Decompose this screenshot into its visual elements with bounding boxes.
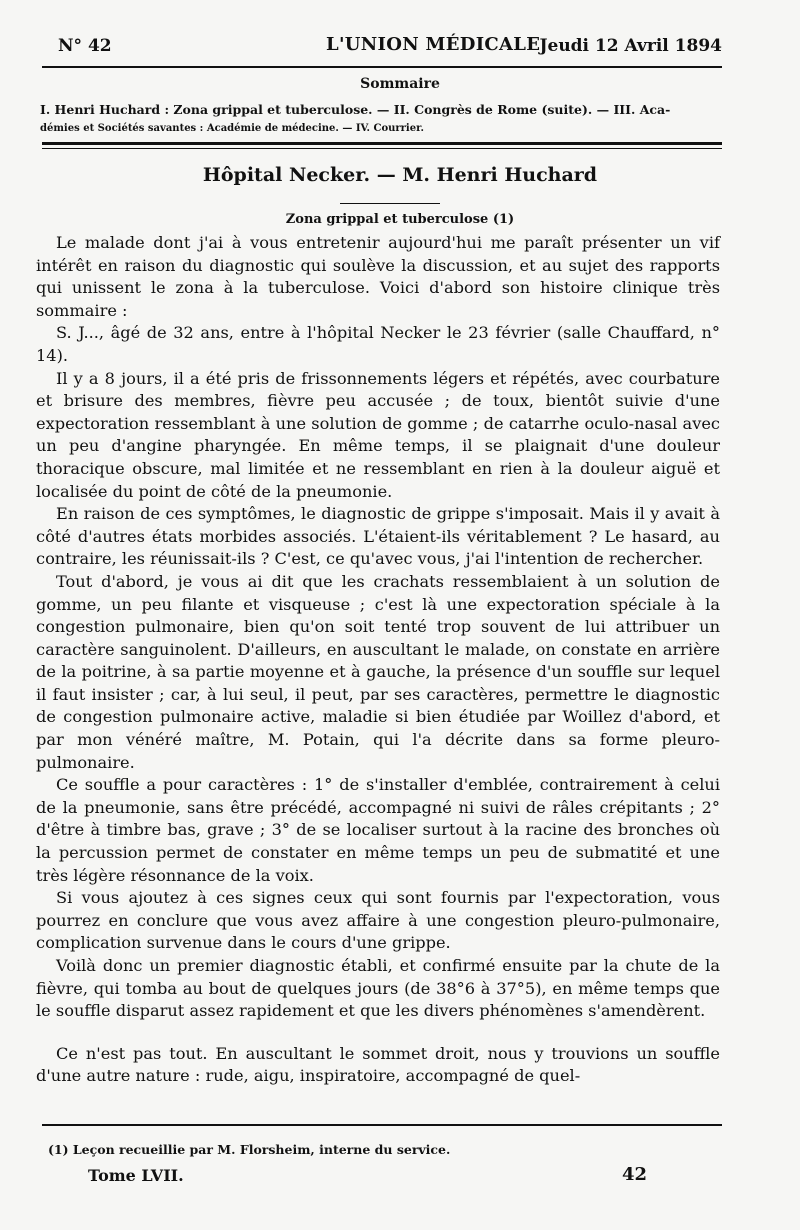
summary-line-2: démies et Sociétés savantes : Académie de médecine. — IV. Courrier. [40, 123, 424, 134]
heading-divider [340, 203, 440, 204]
article-heading: Hôpital Necker. — M. Henri Huchard [202, 164, 598, 186]
footnote-rule [42, 1124, 722, 1126]
summary-rule-top [42, 142, 722, 145]
paragraph: Ce souffle a pour caractères : 1° de s'installer d'emblée, contrairement à celui de la pneumonie, sans être précédé, accompagné ni suivi de râles crépitants ; 2° d'être à timbre bas, grave ; 3° de se localiser surtout à la racine des bronches où la percussion permet de constater en même temps un peu de submatité et une très légère résonnance de la voix. [36, 775, 720, 885]
tome-label: Tome LVII. [88, 1166, 184, 1185]
paragraph: Il y a 8 jours, il a été pris de frissonnements légers et répétés, avec courbature et brisure des membres, fièvre peu accusée ; de toux, bientôt suivie d'une expectoration ressemblant à une solution de gomme ; de catarrhe oculo-nasal avec un peu d'angine pharyngée. En même temps, il se plaignait d'une douleur thoracique obscure, mal limitée et ne ressemblant en rien à la douleur aiguë et localisée du point de côté de la pneumonie. [36, 368, 720, 501]
footnote: (1) Leçon recueillie par M. Florsheim, interne du service. [48, 1142, 451, 1157]
paragraph: Le malade dont j'ai à vous entretenir aujourd'hui me paraît présenter un vif intérêt en raison du diagnostic qui soulève la discussion, et au sujet des rapports qui unissent le zona à la tuberculose. Voici d'abord son histoire clinique très sommaire : [36, 233, 720, 320]
paragraph: Si vous ajoutez à ces signes ceux qui sont fournis par l'expectoration, vous pourrez en conclure que vous avez affaire à une congestion pleuro-pulmonaire, complication survenue dans le cours d'une grippe. [36, 888, 720, 953]
summary-line-1: I. Henri Huchard : Zona grippal et tuberculose. — II. Congrès de Rome (suite). — III. Aca- [40, 102, 671, 117]
article-body [36, 232, 720, 1088]
paragraph: Tout d'abord, je vous ai dit que les crachats ressemblaient à un solution de gomme, un peu filante et visqueuse ; c'est là une expectoration spéciale à la congestion pulmonaire, bien qu'on soit tenté trop souvent de lui attribuer un caractère sanguinolent. D'ailleurs, en auscultant le malade, on constate en arrière de la poitrine, à sa partie moyenne et à gauche, la présence d'un souffle sur lequel il faut insister ; car, à lui seul, il peut, par ses caractères, permettre le diagnostic de congestion pulmonaire active, maladie si bien étudiée par Woillez d'abord, et par mon vénéré maître, M. Potain, qui l'a décrite dans sa forme pleuro-pulmonaire. [36, 571, 720, 772]
issue-date: Jeudi 12 Avril 1894 [539, 36, 722, 56]
paragraph: Voilà donc un premier diagnostic établi, et confirmé ensuite par la chute de la fièvre, qui tomba au bout de quelques jours (de 38°6 à 37°5), en même temps que le souffle disparut assez rapidement et que les divers phénomènes s'amendèrent. [36, 956, 720, 1021]
summary-block [40, 100, 724, 138]
header-rule [42, 66, 722, 68]
article-subheading: Zona grippal et tuberculose (1) [285, 212, 515, 227]
summary-rule-bottom [42, 148, 722, 149]
page-header [58, 32, 722, 62]
issue-number: N° 42 [58, 36, 112, 56]
paragraph: Ce n'est pas tout. En auscultant le sommet droit, nous y trouvions un souffle d'une autre nature : rude, aigu, inspiratoire, accompagné de quel- [36, 1043, 720, 1086]
journal-title: L'UNION MÉDICALE [326, 34, 541, 55]
summary-title: Sommaire [360, 76, 440, 92]
page-number: 42 [622, 1164, 648, 1185]
paragraph: S. J..., âgé de 32 ans, entre à l'hôpital Necker le 23 février (salle Chauffard, n° 14). [36, 323, 720, 365]
paragraph: En raison de ces symptômes, le diagnostic de grippe s'imposait. Mais il y avait à côté d'autres états morbides associés. L'étaient-ils véritablement ? Le hasard, au contraire, les réunissait-ils ? C'est, ce qu'avec vous, j'ai l'intention de rechercher. [36, 504, 720, 569]
